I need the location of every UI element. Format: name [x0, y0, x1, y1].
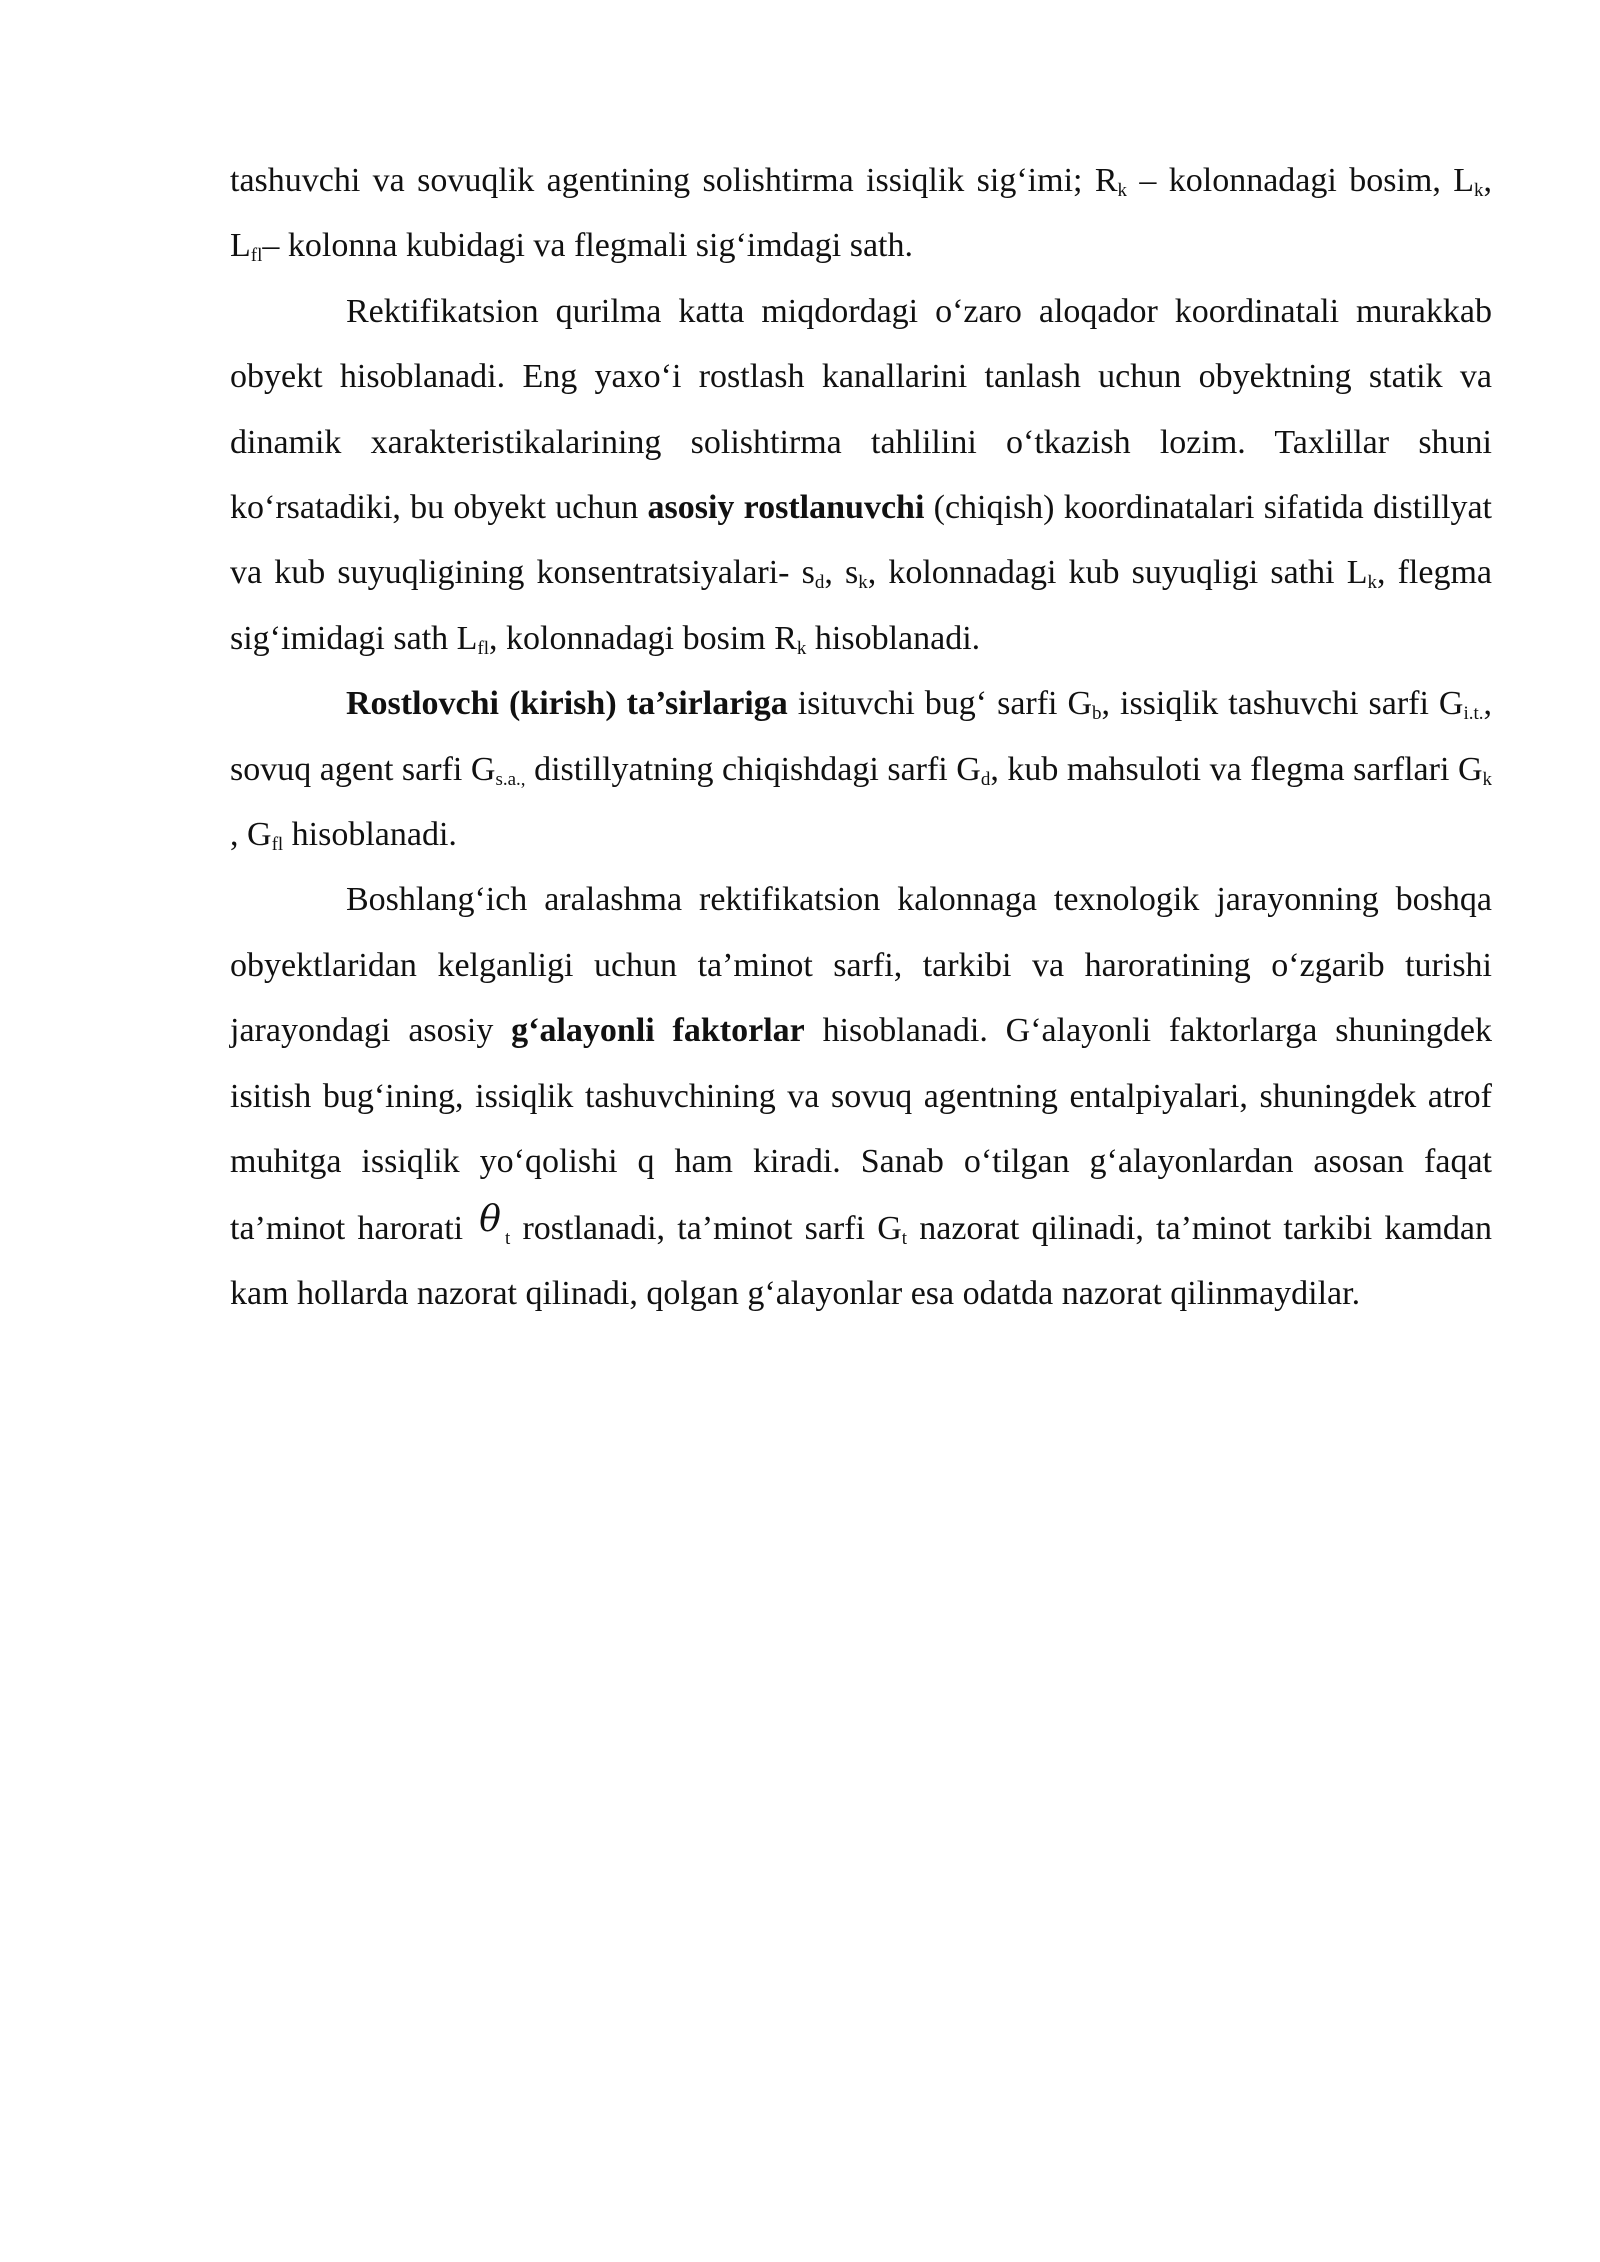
paragraph-2-text-6: , kolonnadagi bosim R [489, 619, 797, 657]
paragraph-3-text-7: hisoblanadi. [283, 816, 457, 854]
paragraph-1-text-1: tashuvchi va sovuqlik agentining solishtirma issiqlik sig‘imi; R [230, 162, 1118, 199]
paragraph-3-text-5: , kub mahsuloti va flegma sarflari G [990, 750, 1483, 788]
paragraph-2-text-1: Rektifikatsion qurilma katta miqdordagi o‘zaro aloqador koordinatali murakkab obyekt hisoblanadi. Eng yaxo‘i rostlash kanallarini tanlash uchun obyektning statik va dinamik xarakteristikalarining solishtirma tahlilini o‘tkazish lozim. Taxlillar shuni ko‘rsatadiki, bu obyekt uchun [230, 292, 1492, 527]
paragraph-4-text-3: rostlanadi, ta’minot sarfi G [510, 1209, 902, 1247]
subscript-t: t [901, 1227, 908, 1249]
subscript-k: k [1474, 180, 1484, 201]
paragraph-1 [230, 148, 1492, 279]
subscript-k: k [1482, 768, 1493, 790]
paragraph-3-text-1: isituvchi bug‘ sarfi G [787, 685, 1093, 723]
paragraph-1-text-3: , L [230, 162, 1492, 265]
paragraph-2-text-5: , flegma sig‘imidagi sath L [230, 554, 1492, 657]
subscript-b: b [1092, 703, 1102, 725]
subscript-k: k [1117, 180, 1128, 201]
document-body [230, 148, 1492, 1326]
paragraph-3-text-6: , G [230, 816, 272, 854]
subscript-d: d [814, 572, 825, 594]
theta-symbol: θ [479, 1198, 501, 1240]
subscript-k: k [858, 572, 868, 594]
paragraph-2-text-7: hisoblanadi. [806, 619, 981, 657]
paragraph-2-text-2: (chiqish) koordinatalari sifatida distillyat va kub suyuqligining konsentratsiyalari- s [230, 489, 1493, 592]
subscript-fl: fl [271, 834, 284, 856]
subscript-t: t [504, 1227, 511, 1249]
paragraph-4-text-4: nazorat qilinadi, ta’minot tarkibi kamdan kam hollarda nazorat qilinadi, qolgan g‘alayonlar esa odatda nazorat qilinmaydilar. [230, 1209, 1492, 1312]
paragraph-2 [230, 279, 1492, 671]
paragraph-4-text-2: hisoblanadi. G‘alayonli faktorlarga shuningdek isitish bug‘ining, issiqlik tashuvchining va sovuq agentning entalpiyalari, shuningdek atrof muhitga issiqlik yo‘qolishi q ham kiradi. Sanab o‘tilgan g‘alayonlardan asosan faqat ta’minot harorati [230, 1012, 1492, 1247]
bold-term-rostlovchi-tasirlar: Rostlovchi (kirish) ta’sirlariga [346, 685, 788, 723]
bold-term-asosiy-rostlanuvchi: asosiy rostlanuvchi [647, 489, 925, 527]
subscript-it: i.t. [1463, 703, 1484, 725]
paragraph-1-text-2: – kolonnadagi bosim, L [1127, 162, 1474, 199]
paragraph-2-text-4: , kolonnadagi kub suyuqligi sathi L [867, 554, 1368, 592]
subscript-fl: fl [477, 637, 490, 659]
subscript-d: d [980, 768, 991, 790]
paragraph-2-text-3: , s [824, 554, 859, 592]
paragraph-3 [230, 671, 1492, 867]
bold-term-galayonli-faktorlar: g‘alayonli faktorlar [511, 1012, 805, 1050]
paragraph-4 [230, 867, 1492, 1326]
subscript-fl: fl [250, 245, 263, 267]
paragraph-3-text-3: , sovuq agent sarfi G [230, 685, 1492, 788]
paragraph-4-text-1: Boshlang‘ich aralashma rektifikatsion kalonnaga texnologik jarayonning boshqa obyektlaridan kelganligi uchun ta’minot sarfi, tarkibi va haroratining o‘zgarib turishi jarayondagi asosiy [230, 881, 1492, 1050]
subscript-k: k [796, 637, 807, 659]
paragraph-3-text-4: distillyatning chiqishdagi sarfi G [525, 750, 981, 788]
paragraph-1-text-4: – kolonna kubidagi va flegmali sig‘imdagi sath. [262, 227, 913, 265]
subscript-sa: s.a., [495, 768, 526, 790]
paragraph-3-text-2: , issiqlik tashuvchi sarfi G [1101, 685, 1464, 723]
subscript-k: k [1367, 572, 1377, 594]
